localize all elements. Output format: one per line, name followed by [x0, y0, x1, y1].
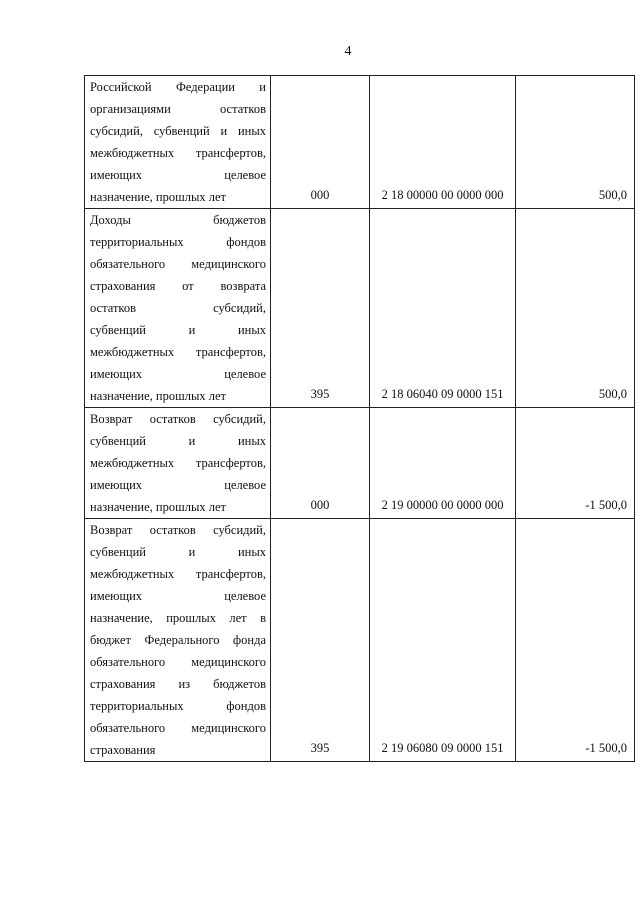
- description-line: Возврат остатков субсидий,: [90, 523, 266, 537]
- description-line: назначение, прошлых лет: [90, 500, 226, 514]
- budget-code-cell: 2 19 00000 00 0000 000: [370, 408, 516, 519]
- table-body: [85, 76, 635, 762]
- amount-cell: -1 500,0: [516, 519, 635, 762]
- budget-code-cell: 2 18 00000 00 0000 000: [370, 76, 516, 209]
- description-line: Российской Федерации и: [90, 80, 266, 94]
- description-line: межбюджетных трансфертов,: [90, 567, 266, 581]
- page-number: 4: [344, 44, 352, 59]
- description-cell: [85, 408, 271, 519]
- description-line: имеющих целевое: [90, 589, 266, 603]
- description-line: территориальных фондов: [90, 699, 266, 713]
- table-row: [85, 76, 635, 209]
- description-line: бюджет Федерального фонда: [90, 633, 266, 647]
- description-line: Возврат остатков субсидий,: [90, 412, 266, 426]
- description-line: имеющих целевое: [90, 367, 266, 381]
- amount-cell: 500,0: [516, 76, 635, 209]
- description-line: организациями остатков: [90, 102, 266, 116]
- table-row: [85, 408, 635, 519]
- budget-code-cell: 2 19 06080 09 0000 151: [370, 519, 516, 762]
- amount-cell: -1 500,0: [516, 408, 635, 519]
- description-line: страхования из бюджетов: [90, 677, 266, 691]
- description-line: субвенций и иных: [90, 434, 266, 448]
- description-line: страхования: [90, 743, 156, 757]
- description-line: страхования от возврата: [90, 279, 266, 293]
- description-line: обязательного медицинского: [90, 655, 266, 669]
- description-line: субвенций и иных: [90, 323, 266, 337]
- description-line: субсидий, субвенций и иных: [90, 124, 266, 138]
- description-line: назначение, прошлых лет: [90, 389, 226, 403]
- description-line: Доходы бюджетов: [90, 213, 266, 227]
- budget-revenue-table: [84, 75, 635, 762]
- description-line: имеющих целевое: [90, 168, 266, 182]
- admin-code-cell: 000: [271, 408, 370, 519]
- description-line: межбюджетных трансфертов,: [90, 456, 266, 470]
- description-line: обязательного медицинского: [90, 721, 266, 735]
- description-line: обязательного медицинского: [90, 257, 266, 271]
- description-cell: [85, 209, 271, 408]
- description-cell: [85, 519, 271, 762]
- description-line: имеющих целевое: [90, 478, 266, 492]
- budget-code-cell: 2 18 06040 09 0000 151: [370, 209, 516, 408]
- description-cell: [85, 76, 271, 209]
- amount-cell: 500,0: [516, 209, 635, 408]
- description-line: межбюджетных трансфертов,: [90, 146, 266, 160]
- table-row: [85, 209, 635, 408]
- description-line: назначение, прошлых лет в: [90, 611, 266, 625]
- admin-code-cell: 395: [271, 209, 370, 408]
- table-row: [85, 519, 635, 762]
- admin-code-cell: 000: [271, 76, 370, 209]
- description-line: остатков субсидий,: [90, 301, 266, 315]
- description-line: субвенций и иных: [90, 545, 266, 559]
- description-line: территориальных фондов: [90, 235, 266, 249]
- admin-code-cell: 395: [271, 519, 370, 762]
- description-line: межбюджетных трансфертов,: [90, 345, 266, 359]
- description-line: назначение, прошлых лет: [90, 190, 226, 204]
